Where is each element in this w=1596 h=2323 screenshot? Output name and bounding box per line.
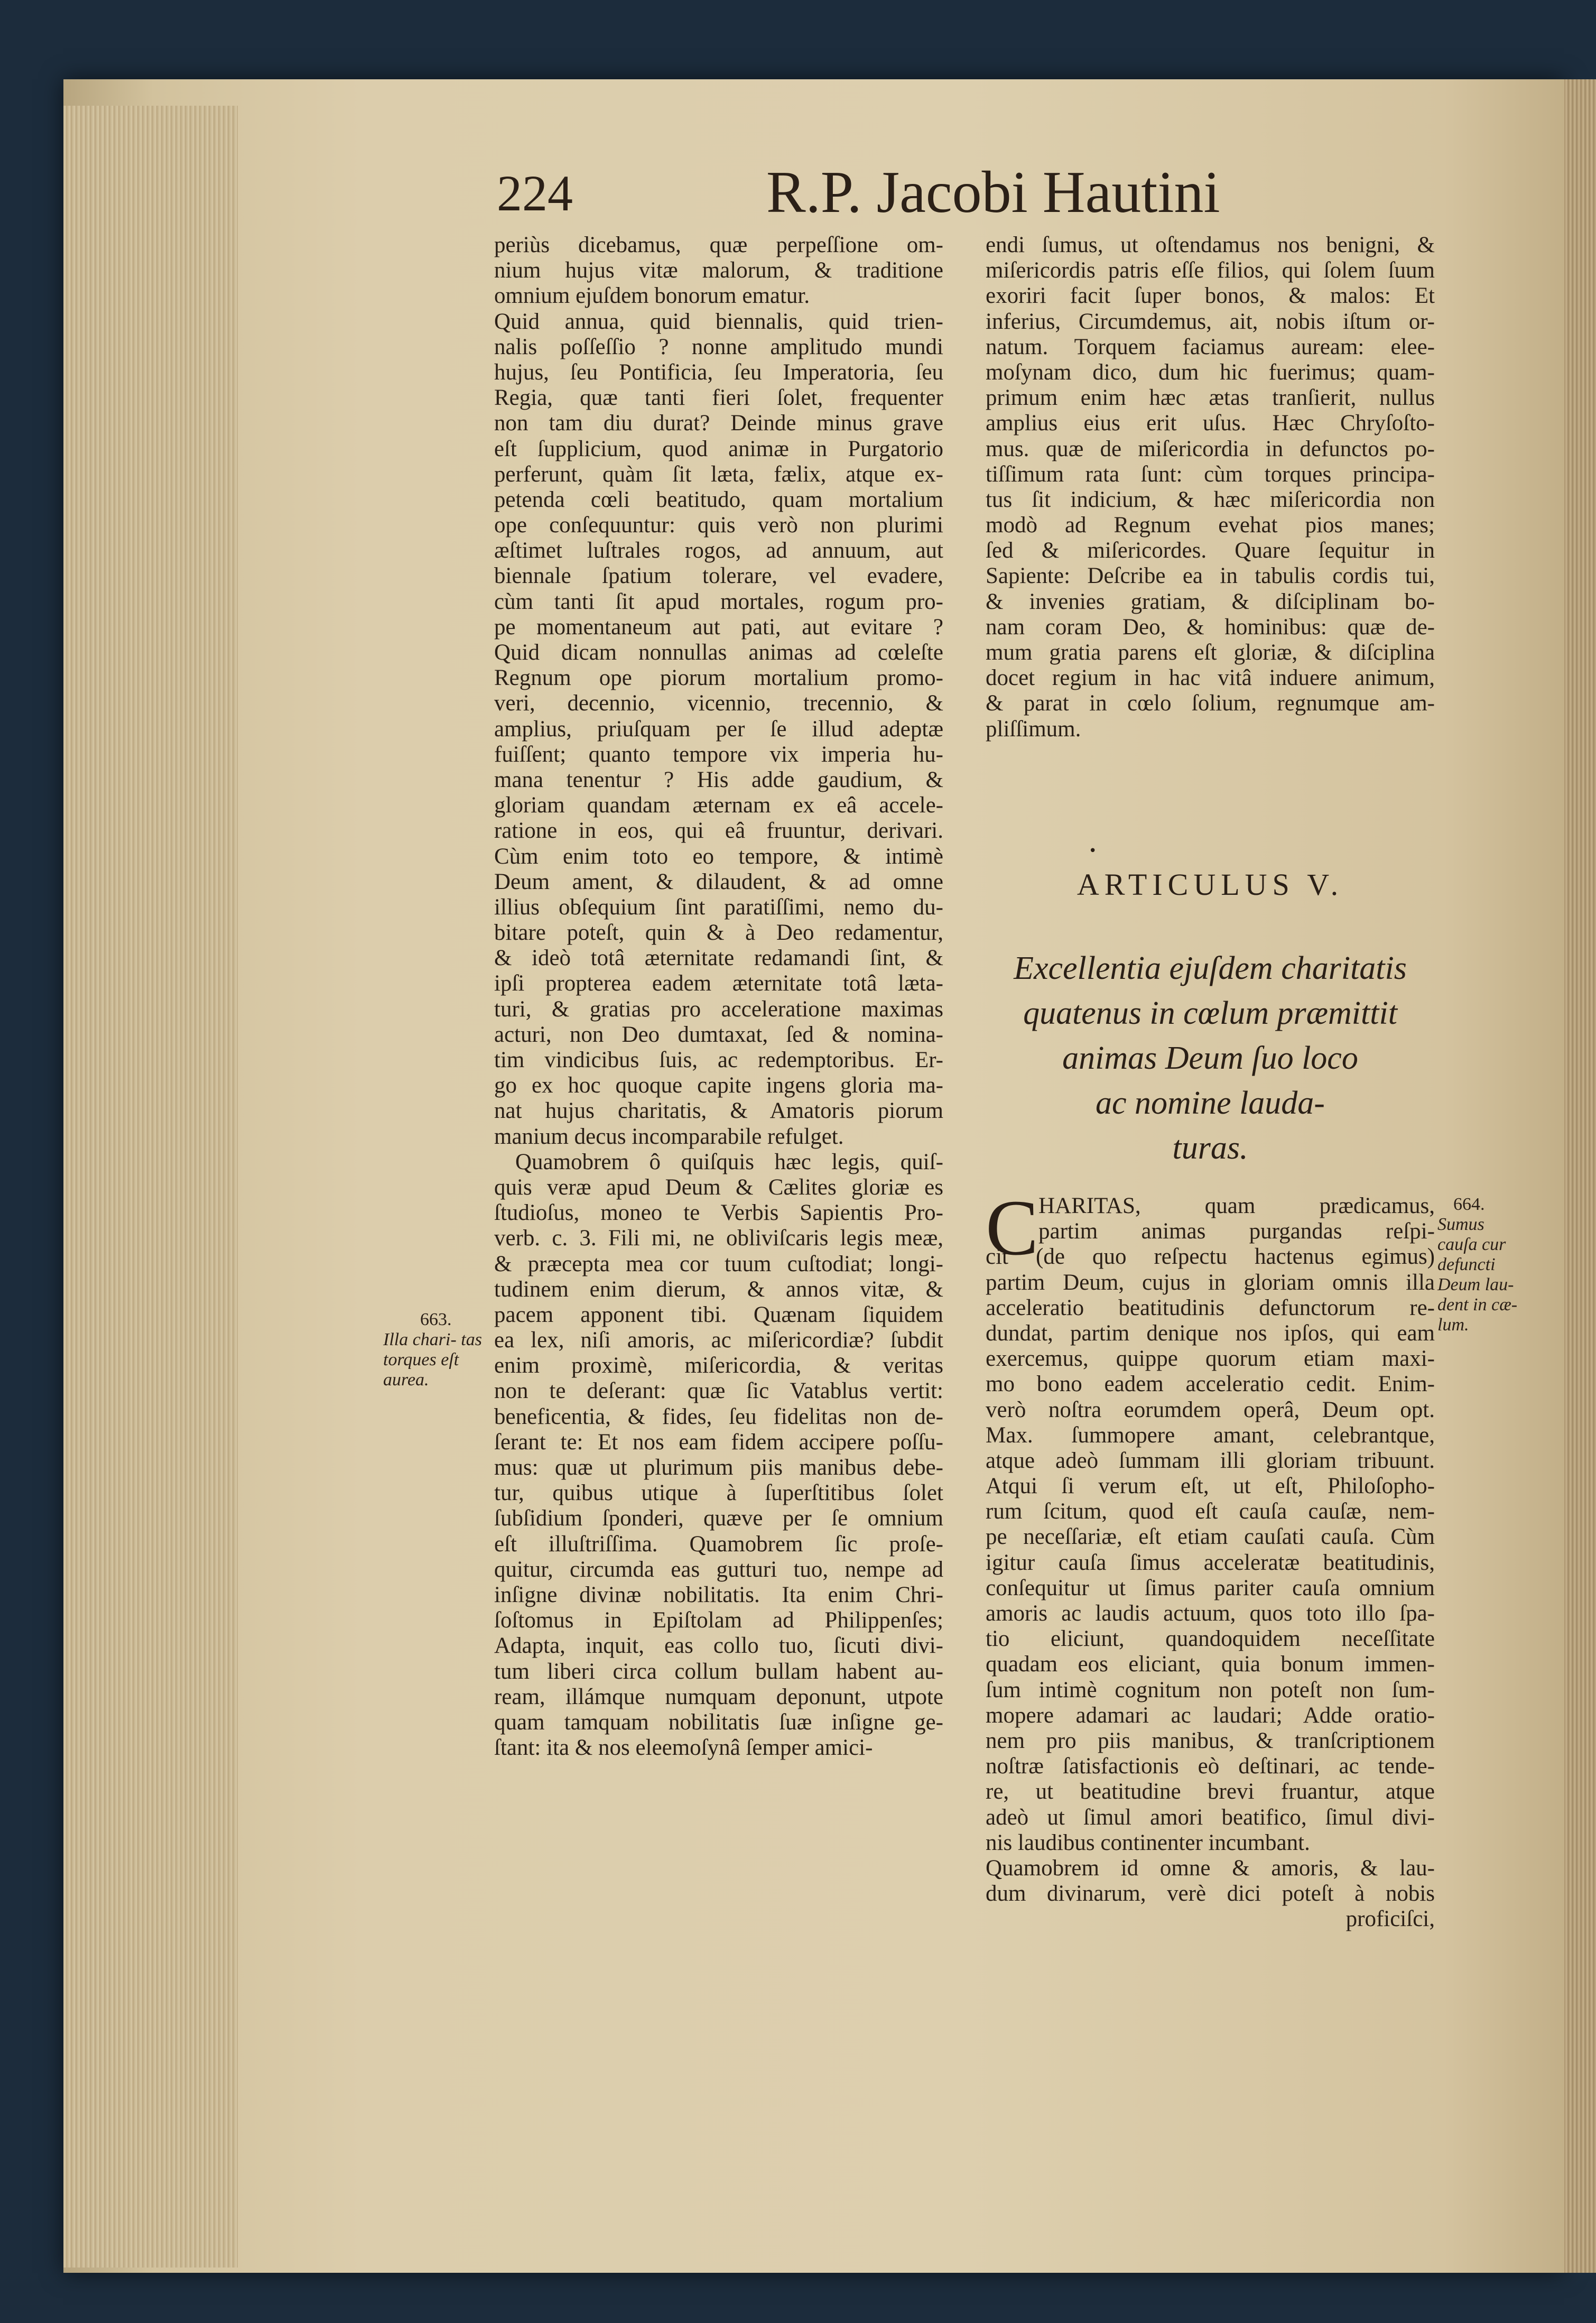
text-line: ope conſequuntur: quis verò non plurimi <box>494 513 943 538</box>
text-line: tur, quibus utique à ſuperſtitibus ſolet <box>494 1480 943 1506</box>
text-line: Sapiente: Deſcribe ea in tabulis cordis tui, <box>986 563 1435 589</box>
text-line: Quid annua, quid biennalis, quid trien- <box>494 309 943 334</box>
running-title: R.P. Jacobi Hautini <box>766 160 1220 225</box>
text-line: quitur, circumda eas gutturi tuo, nempe ad <box>494 1557 943 1582</box>
page-number: 224 <box>497 165 573 221</box>
text-line: amplius eius erit uſus. Hæc Chryſoſto- <box>986 411 1435 436</box>
text-line: & invenies gratiam, & diſciplinam bo- <box>986 589 1435 614</box>
text-line: pliſſimum. <box>986 716 1081 742</box>
text-line: mopere adamari ac laudari; Adde oratio- <box>986 1702 1435 1728</box>
text-line: exoriri facit ſuper bonos, & malos: Et <box>986 283 1435 309</box>
margin-note-number: 663. <box>420 1310 452 1329</box>
ornament-dot: • <box>1089 843 1097 859</box>
page-edges <box>63 106 238 2268</box>
text-line: illius obſequium ſint paratiſſimi, nemo du- <box>494 894 943 920</box>
text-line: igitur cauſa ſimus acceleratæ beatitudinis, <box>986 1550 1435 1575</box>
text-line: & parat in cœlo ſolium, regnumque am- <box>986 691 1435 716</box>
text-line: nat hujus charitatis, & Amatoris piorum <box>494 1098 943 1124</box>
text-line: & ideò totâ æternitate redamandi ſint, & <box>494 946 943 971</box>
drop-cap: C <box>986 1184 1039 1272</box>
text-line: acturi, non Deo dumtaxat, ſed & nomina- <box>494 1022 943 1047</box>
text-line: acceleratio beatitudinis defunctorum re- <box>986 1295 1435 1320</box>
text-line: natum. Torquem faciamus auream: elee- <box>986 334 1435 359</box>
text-line: turi, & gratias pro acceleratione maximas <box>494 996 943 1022</box>
text-line: Quamobrem ô quiſquis hæc legis, quiſ- <box>515 1149 943 1174</box>
text-line: amoris ac laudis actuum, quos toto illo ſpa- <box>986 1601 1435 1626</box>
text-line: proficiſci, <box>1346 1906 1435 1932</box>
text-line: adeò ut ſimul amori beatifico, ſimul divi- <box>986 1804 1435 1830</box>
facing-page-edge <box>1564 79 1596 2273</box>
text-line: mana tenentur ? His adde gaudium, & <box>494 767 943 792</box>
text-line: miſericordis patris eſſe filios, qui ſolem ſuum <box>986 258 1435 283</box>
text-line: non te deſerant: quæ ſic Vatablus vertit: <box>494 1378 943 1404</box>
text-line: Max. ſummopere amant, celebrantque, <box>986 1422 1435 1448</box>
text-line: eſt illuſtriſſima. Quamobrem ſic proſe- <box>494 1531 943 1557</box>
page-header <box>497 159 1226 238</box>
text-line: quam tamquam nobilitatis ſuæ inſigne ge- <box>494 1709 943 1735</box>
text-line: tus ſit indicium, & hæc miſericordia non <box>986 487 1435 512</box>
text-line: pe neceſſariæ, eſt etiam cauſati cauſa. Cùm <box>986 1524 1435 1550</box>
text-line: conſequitur ut ſimus pariter cauſa omnium <box>986 1575 1435 1600</box>
text-line: dundat, partim denique nos ipſos, qui eam <box>986 1320 1435 1346</box>
text-line: inſigne divinæ nobilitatis. Ita enim Chri- <box>494 1582 943 1607</box>
text-line: ipſi propterea eadem æternitate totâ læta- <box>494 971 943 996</box>
text-line: æſtimet luſtrales rogos, ad annuum, aut <box>494 538 943 563</box>
text-line: verò noſtra eorumdem operâ, Deum opt. <box>986 1397 1435 1422</box>
text-line: enim proximè, miſericordia, & veritas <box>494 1353 943 1378</box>
text-line: partim animas purgandas reſpi- <box>1038 1219 1435 1244</box>
text-line: tum liberi circa collum bullam habent au- <box>494 1659 943 1684</box>
text-line: tim vindicibus ſuis, ac redemptoribus. Er- <box>494 1048 943 1072</box>
text-line: ream, illámque numquam deponunt, utpote <box>494 1684 943 1709</box>
text-line: go ex hoc quoque capite ingens gloria ma- <box>494 1073 943 1098</box>
text-line: cùm tanti ſit apud mortales, rogum pro- <box>494 589 943 614</box>
text-line: ſum intimè cognitum non poteſt non ſum- <box>986 1677 1435 1702</box>
text-line: quadam eos eliciant, quia bonum immen- <box>986 1652 1435 1677</box>
text-line: nium hujus vitæ malorum, & traditione <box>494 258 943 283</box>
text-line: Deum ament, & dilaudent, & ad omne <box>494 869 943 894</box>
text-line: ſed & miſericordes. Quare ſequitur in <box>986 538 1435 563</box>
text-line: bitare poteſt, quin & à Deo redamentur, <box>494 920 943 946</box>
text-line: tiſſimum rata ſunt: cùm torques principa- <box>986 461 1435 487</box>
text-line: tudinem enim dierum, & annos vitæ, & <box>494 1276 943 1302</box>
text-line: ſerant te: Et nos eam fidem accipere poſſu- <box>494 1429 943 1455</box>
text-line: ea lex, niſi amoris, ac miſericordiæ? ſubdit <box>494 1328 943 1353</box>
text-line: dum divinarum, verè dici poteſt à nobis <box>986 1881 1435 1906</box>
text-line: cit (de quo reſpectu hactenus egimus) <box>986 1244 1435 1270</box>
subtitle-line: turas. <box>1172 1130 1248 1166</box>
text-line: & præcepta mea cor tuum cuſtodiat; longi- <box>494 1251 943 1276</box>
text-line: endi ſumus, ut oſtendamus nos benigni, & <box>986 233 1435 257</box>
text-line: fuiſſent; quanto tempore vix imperia hu- <box>494 742 943 767</box>
text-line: quis veræ apud Deum & Cælites gloriæ es <box>494 1174 943 1200</box>
left-column <box>494 233 943 1761</box>
text-line: mum gratia parens eſt gloriæ, & diſciplina <box>986 640 1435 665</box>
text-line: ſtudioſus, moneo te Verbis Sapientis Pro- <box>494 1200 943 1226</box>
text-line: pe momentaneum aut pati, aut evitare ? <box>494 614 943 640</box>
subtitle-line: animas Deum ſuo loco <box>1062 1040 1358 1076</box>
article-subtitle <box>986 946 1435 1171</box>
text-line: beneficentia, & fides, ſeu fidelitas non de- <box>494 1404 943 1429</box>
article-title: ARTICULUS V. <box>1077 867 1344 902</box>
text-line: Quamobrem id omne & amoris, & lau- <box>986 1855 1435 1881</box>
subtitle-line: quatenus in cœlum præmittit <box>1023 995 1397 1031</box>
text-line: ſtant: ita & nos eleemoſynâ ſemper amici- <box>494 1735 873 1761</box>
text-line: omnium ejuſdem bonorum ematur. <box>494 283 810 309</box>
text-line: Quid dicam nonnullas animas ad cœleſte <box>494 640 943 665</box>
text-line: mus. quæ de miſericordia in defunctos po- <box>986 436 1435 461</box>
text-line: amplius, priuſquam per ſe illud adeptæ <box>494 716 943 742</box>
text-line: exercemus, quippe quorum etiam maxi- <box>986 1346 1435 1372</box>
text-line: biennale ſpatium tolerare, vel evadere, <box>494 563 943 589</box>
text-line: perferunt, quàm ſit læta, fælix, atque ex- <box>494 461 943 487</box>
text-line: periùs dicebamus, quæ perpeſſione om- <box>494 233 943 257</box>
text-line: inferius, Circumdemus, ait, nobis iſtum or- <box>986 309 1435 334</box>
text-line: Atqui ſi verum eſt, ut eſt, Philoſopho- <box>986 1474 1435 1499</box>
text-line: hujus, ſeu Pontificia, ſeu Imperatoria, ſeu <box>494 359 943 385</box>
text-line: re, ut beatitudine brevi fruantur, atque <box>986 1779 1435 1804</box>
left-margin-note <box>383 1310 484 1390</box>
right-margin-note <box>1437 1195 1522 1335</box>
text-line: ratione in eos, qui eâ fruuntur, derivari. <box>494 818 943 844</box>
text-line: nis laudibus continenter incumbant. <box>986 1830 1310 1855</box>
text-line: mus: quæ ut plurimum piis manibus debe- <box>494 1455 943 1480</box>
text-line: non tam diu durat? Deinde minus grave <box>494 411 943 436</box>
text-line: Cùm enim toto eo tempore, & intimè <box>494 844 943 869</box>
text-line: ſubſidium ſponderi, quæve per ſe omnium <box>494 1506 943 1531</box>
text-line: modò ad Regnum evehat pios manes; <box>986 513 1435 538</box>
text-line: mo bono eadem acceleratio cedit. Enim- <box>986 1372 1435 1397</box>
margin-note-text: Illa chari- tas torques eſt aurea. <box>383 1330 482 1390</box>
text-line: noſtræ ſatisfactionis eò deſtinari, ac tende- <box>986 1754 1435 1779</box>
text-line: manium decus incomparabile refulget. <box>494 1124 844 1149</box>
text-line: docet regium in hac vitâ induere animum, <box>986 665 1435 691</box>
text-line: Regnum ope piorum mortalium promo- <box>494 665 943 691</box>
text-line: verb. c. 3. Fili mi, ne obliviſcaris legis meæ, <box>494 1226 943 1251</box>
text-line: atque adeò ſummam illi gloriam tribuunt. <box>986 1448 1435 1473</box>
text-line: pacem apponent tibi. Quænam ſiquidem <box>494 1302 943 1327</box>
right-column-top <box>986 233 1435 742</box>
margin-note-number: 664. <box>1453 1195 1485 1214</box>
text-line: veri, decennio, vicennio, trecennio, & <box>494 691 943 716</box>
text-line: rum ſcitum, quod eſt cauſa cauſæ, nem- <box>986 1499 1435 1524</box>
subtitle-line: ac nomine lauda- <box>1096 1085 1325 1121</box>
text-line: Adapta, inquit, eas collo tuo, ſicuti divi- <box>494 1633 943 1659</box>
text-line: nam coram Deo, & hominibus: quæ de- <box>986 614 1435 640</box>
text-line: primum enim hæc ætas tranſierit, nullus <box>986 385 1435 411</box>
text-line: nem pro piis manibus, & tranſcriptionem <box>986 1728 1435 1753</box>
text-line: gloriam quandam æternam ex eâ accele- <box>494 793 943 818</box>
text-line: eſt ſupplicium, quod animæ in Purgatorio <box>494 436 943 461</box>
text-line: Regia, quæ tanti fieri ſolet, frequenter <box>494 385 943 411</box>
text-line: petenda cœli beatitudo, quam mortalium <box>494 487 943 512</box>
subtitle-line: Excellentia ejuſdem charitatis <box>1014 950 1407 986</box>
text-line: HARITAS, quam prædicamus, <box>1038 1193 1435 1218</box>
margin-note-text: Sumus cauſa cur defuncti Deum lau- dent in cæ- lum. <box>1437 1215 1518 1335</box>
text-line: tio eliciunt, quandoquidem neceſſitate <box>986 1626 1435 1652</box>
right-column-bottom <box>986 1193 1435 1932</box>
text-line: nalis poſſeſſio ? nonne amplitudo mundi <box>494 334 943 359</box>
text-line: partim Deum, cujus in gloriam omnis illa <box>986 1270 1435 1295</box>
text-line: ſoſtomus in Epiſtolam ad Philippenſes; <box>494 1608 943 1633</box>
text-line: moſynam dico, dum hic fuerimus; quam- <box>986 359 1435 385</box>
